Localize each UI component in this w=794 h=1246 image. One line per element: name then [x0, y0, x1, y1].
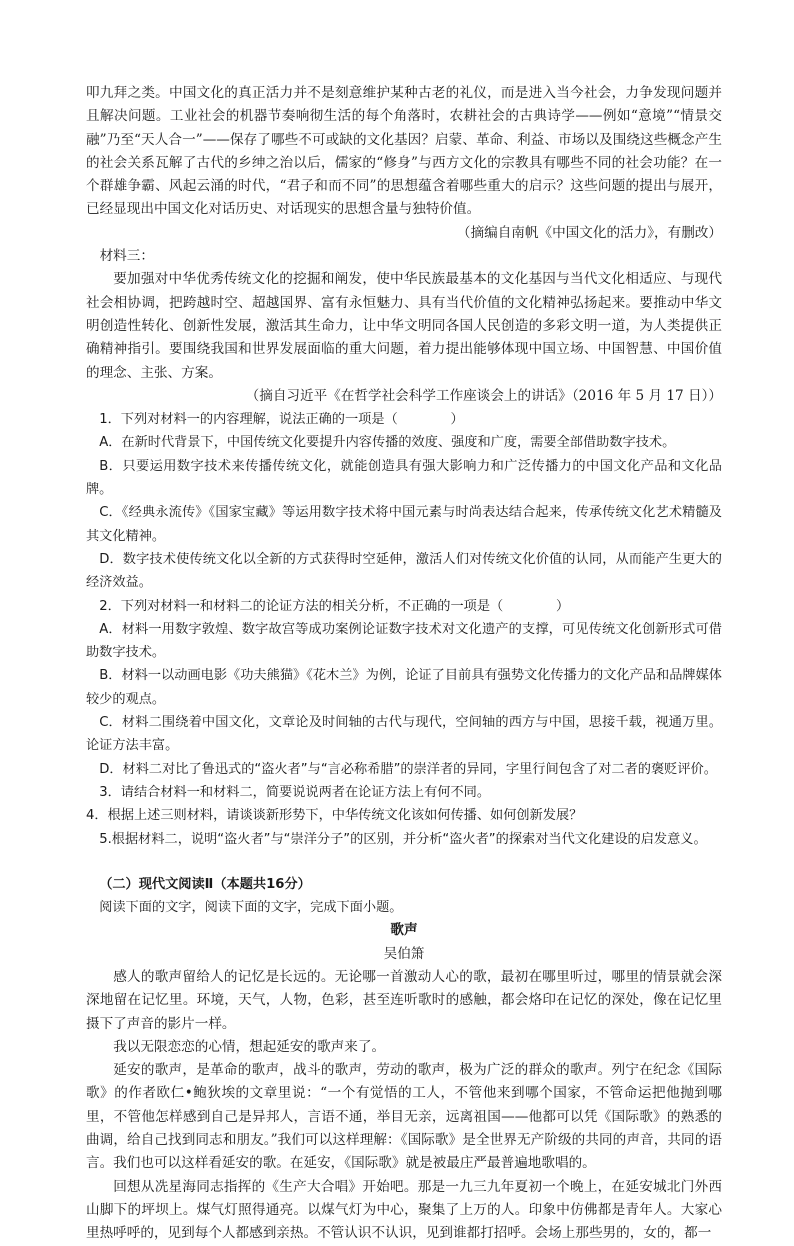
spacer	[86, 851, 722, 873]
q1-option-b: B．只要运用数字技术来传播传统文化，就能创造具有强大影响力和广泛传播力的中国文化产品和文化品牌。	[86, 458, 722, 498]
article-paragraph: 感人的歌声留给人的记忆是长远的。无论哪一首激动人心的歌，最初在哪里听过，哪里的情景就会深深地留在记忆里。环境，天气，人物，色彩，甚至连听歌时的感触，都会烙印在记忆的深处，像在记忆里摄下了声音的影片一样。	[86, 968, 722, 1032]
q1-option-c: C．《经典永流传》《国家宝藏》等运用数字技术将中国元素与时尚表达结合起来，传承传统文化艺术精髓及其文化精神。	[86, 505, 722, 544]
material3-label: 材料三：	[99, 248, 154, 265]
material2-tail: 叩九拜之类。中国文化的真正活力并不是刻意维护某种古老的礼仪，而是进入当今社会，力争发现问题并且解决问题。工业社会的机器节奏响彻生活的每个角落时，农耕社会的古典诗学——例如“意境”“情景交融”乃至“天人合一”——保存了哪些不可或缺的文化基因？启蒙、革命、利益、市场以及围绕这些概念产生的社会关系瓦解了古代的乡绅之治以后，儒家的“修身”与西方文化的宗教具有哪些不同的社会功能？在一个群雄争霸、风起云涌的时代，“君子和而不同”的思想蕴含着哪些重大的启示？这些问题的提出与展开，已经显现出中国文化对话历史、对话现实的思想含量与独特价值。	[86, 85, 722, 218]
article-title: 歌声	[390, 922, 418, 939]
q1-option-a: A．在新时代背景下，中国传统文化要提升内容传播的效度、强度和广度，需要全部借助数字技术。	[99, 435, 676, 451]
article-paragraph: 延安的歌声，是革命的歌声，战斗的歌声，劳动的歌声，极为广泛的群众的歌声。列宁在纪念《国际歌》的作者欧仁•鲍狄埃的文章里说：“一个有觉悟的工人，不管他来到哪个国家，不管命运把他抛到哪里，不管他怎样感到自己是异邦人，言语不通，举目无亲，远离祖国——他都可以凭《国际歌》的熟悉的曲调，给自己找到同志和朋友。”我们可以这样理解：《国际歌》是全世界无产阶级的共同的声音，共同的语言。我们也可以这样看延安的歌。在延安，《国际歌》就是被最庄严最普遍地歌唱的。	[86, 1062, 722, 1172]
material3-source: （摘自习近平《在哲学社会科学工作座谈会上的讲话》（2016 年 5 月 17 日））	[245, 387, 722, 404]
q5: 5.根据材料二，说明“盗火者”与“崇洋分子”的区别，并分析“盗火者”的探索对当代文化建设的启发意义。	[99, 831, 707, 847]
q4: 4．根据上述三则材料，请谈谈新形势下，中华传统文化该如何传播、如何创新发展？	[86, 808, 583, 824]
section2-title: （二）现代文阅读Ⅱ（本题共16分）	[99, 876, 311, 892]
q3: 3．请结合材料一和材料二，简要说说两者在论证方法上有何不同。	[99, 784, 491, 800]
article-paragraph: 我以无限恋恋的心情，想起延安的歌声来了。	[113, 1038, 386, 1055]
q1-stem: 1．下列对材料一的内容理解，说法正确的一项是（ ）	[99, 412, 464, 428]
q2-stem: 2．下列对材料一和材料二的论证方法的相关分析，不正确的一项是（ ）	[99, 598, 570, 614]
q1-option-d: D．数字技术使传统文化以全新的方式获得时空延伸，激活人们对传统文化价值的认同，从而能产生更大的经济效益。	[86, 551, 722, 591]
material2-source: （摘编自南帆《中国文化的活力》，有删改）	[456, 224, 722, 241]
q2-option-c: C．材料二围绕着中国文化，文章论及时间轴的古代与现代，空间轴的西方与中国，思接千载，视通万里。论证方法丰富。	[86, 715, 722, 754]
section2-instruction: 阅读下面的文字，阅读下面的文字，完成下面小题。	[99, 900, 403, 916]
q2-option-a: A．材料一用数字敦煌、数字故宫等成功案例论证数字技术对文化遗产的支撑，可见传统文化创新形式可借助数字技术。	[86, 621, 722, 661]
article-author: 吴伯箫	[383, 945, 425, 962]
article-paragraph: 回想从冼星海同志指挥的《生产大合唱》开始吧。那是一九三九年夏初一个晚上，在延安城北门外西山脚下的坪坝上。煤气灯照得通亮。以煤气灯为中心，聚集了上万的人。印象中仿佛都是青年人。大家心里热呼呼的，见到每个人都感到亲热。不管认识不认识，见到谁都打招呼。会场上那些男的，女的，都一	[86, 1178, 722, 1242]
q2-option-d: D．材料二对比了鲁迅式的“盗火者”与“言必称希腊”的崇洋者的异同，字里行间包含了对二者的褒贬评价。	[99, 761, 717, 777]
material3-body: 要加强对中华优秀传统文化的挖掘和阐发，使中华民族最基本的文化基因与当代文化相适应、与现代社会相协调，把跨越时空、超越国界、富有永恒魅力、具有当代价值的文化精神弘扬起来。要推动中华文明创造性转化、创新性发展，激活其生命力，让中华文明同各国人民创造的多彩文明一道，为人类提供正确精神指引。要围绕我国和世界发展面临的重大问题，着力提出能够体现中国立场、中国智慧、中国价值的理念、主张、方案。	[86, 271, 722, 381]
q2-option-b: B．材料一以动画电影《功夫熊猫》《花木兰》为例，论证了目前具有强势文化传播力的文化产品和品牌媒体较少的观点。	[86, 668, 722, 707]
question-block	[86, 408, 722, 919]
